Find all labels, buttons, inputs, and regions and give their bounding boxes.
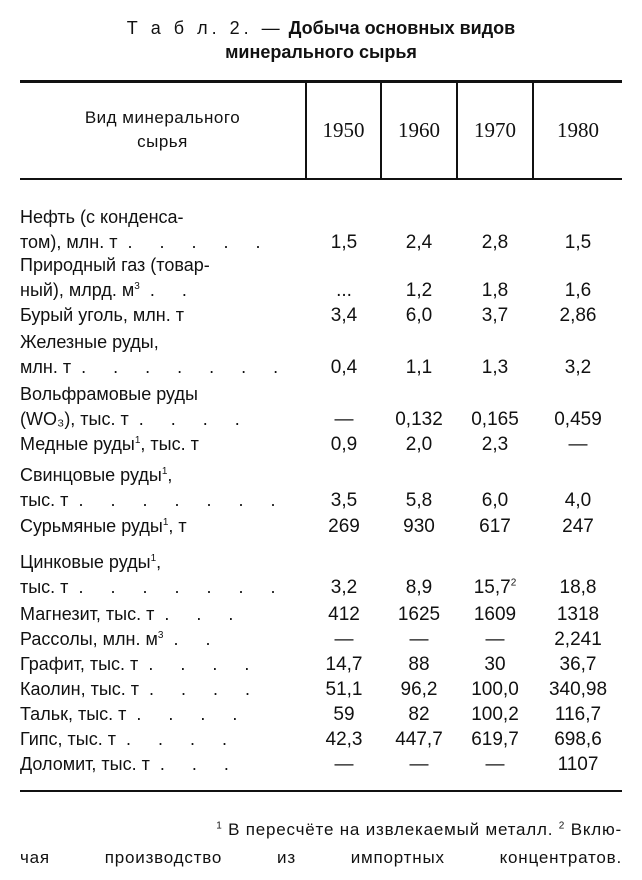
cell-value: 0,132 [395,409,443,430]
cell-1950 [308,652,380,677]
cell-value: 1107 [557,754,599,775]
row-label-line-2 [20,627,305,652]
row-label-text: , [167,465,173,485]
cell-1970 [458,575,532,600]
cell-1960 [382,488,456,513]
cell-value: 1318 [556,604,600,625]
footnote-1-text: В пересчёте на извлекаемый металл. [228,820,554,839]
cell-1950 [308,514,380,539]
row-label [20,752,305,777]
cell-value: 2,4 [405,232,433,253]
row-label [20,253,305,303]
cell-1950 [308,278,380,303]
row-label-text: Графит, тыс. т [20,654,139,674]
cell-1950 [308,488,380,513]
cell-1970 [458,278,532,303]
row-label-text: Железные руды, [20,332,159,352]
cell-1980 [534,303,622,328]
row-label [20,205,305,255]
row-label-text: Свинцовые руды [20,465,162,485]
cell-value: 1,2 [405,280,433,301]
cell-value: 36,7 [559,654,597,675]
header-kind-line-1: Вид минерального [84,108,241,127]
cell-value: — [568,434,588,455]
row-label-line-2 [20,514,305,539]
footnote-mark: 1 [161,466,168,477]
footnote-mark: 1 [150,553,157,564]
cell-value: 1625 [397,604,441,625]
cell-1950 [308,702,380,727]
cell-value: 100,2 [471,704,519,725]
cell-value: 0,459 [554,409,602,430]
cell-1970 [458,488,532,513]
row-label-text: Цинковые руды [20,552,151,572]
cell-value: 3,2 [564,357,592,378]
row-label [20,330,305,380]
cell-value: 82 [408,704,430,725]
row-label-text: Магнезит, тыс. т [20,604,155,624]
leader-dots: . . . . . . . [81,357,290,377]
cell-1980 [534,575,622,600]
row-label-line-2 [20,432,305,457]
cell-value: 18,8 [559,577,597,598]
cell-value: 96,2 [400,679,438,700]
row-label-text: Гипс, тыс. т [20,729,116,749]
cell-value: 2,3 [481,434,509,455]
cell-1980 [534,702,622,727]
cell-value: 15,7 [473,577,511,598]
cell-value: 2,86 [559,305,597,326]
footnote-mark: 1 [134,435,141,446]
footnote-mark: 3 [134,281,140,292]
cell-1960 [382,432,456,457]
cell-1980 [534,230,622,255]
cell-value: 3,5 [330,490,358,511]
row-label-text: (WO₃), тыс. т [20,409,129,429]
cell-value: 1,8 [481,280,509,301]
row-label-text: , тыс. т [140,434,199,454]
cell-1980 [534,602,622,627]
row-label-text: тыс. т [20,490,69,510]
cell-1970 [458,432,532,457]
row-label-line-2 [20,575,305,600]
table-caption [0,16,642,64]
header-kind-line-2: сырья [137,132,188,151]
cell-value: 930 [403,516,435,537]
cell-1960 [382,575,456,600]
header-year-1980: 1980 [557,117,599,142]
row-label [20,677,305,702]
cell-1970 [458,355,532,380]
cell-value: 269 [328,516,360,537]
leader-dots: . . . . [138,409,251,429]
row-label [20,382,305,432]
cell-value: 1,6 [564,280,592,301]
cell-value: 4,0 [564,490,592,511]
row-label-text: Вольфрамовые руды [20,384,198,404]
cell-value: 116,7 [554,704,602,725]
footnote-2-text-end: чая производство из импортных концентратов. [20,848,622,867]
cell-1960 [382,677,456,702]
cell-1980 [534,652,622,677]
cell-1960 [382,602,456,627]
caption-title-part-2: минерального сырья [225,42,417,62]
row-label [20,602,305,627]
cell-value: 1,3 [481,357,509,378]
cell-value: 51,1 [325,679,363,700]
cell-1980 [534,432,622,457]
cell-value: — [409,754,429,775]
row-label-line-2 [20,702,305,727]
cell-value: 59 [333,704,355,725]
cell-1980 [534,752,622,777]
cell-value: 6,0 [481,490,509,511]
cell-1980 [534,278,622,303]
row-label-line-2 [20,278,305,303]
leader-dots: . . . . . . . [78,577,287,597]
cell-value: — [334,409,354,430]
cell-1950 [308,407,380,432]
row-label-line-1 [20,330,305,355]
cell-value: 8,9 [405,577,433,598]
footnote-rule [20,790,622,792]
cell-1960 [382,627,456,652]
cell-1950 [308,727,380,752]
cell-value: 340,98 [548,679,608,700]
leader-dots: . . . . [136,704,249,724]
cell-1970 [458,407,532,432]
row-label-text: , т [168,516,187,536]
cell-value: 0,165 [471,409,519,430]
cell-1950 [308,303,380,328]
cell-value: 3,7 [481,305,509,326]
header-year-1960: 1960 [398,117,440,142]
row-label-text: Бурый уголь, млн. т [20,305,184,325]
cell-1980 [534,355,622,380]
cell-1980 [534,627,622,652]
cell-value: 30 [484,654,506,675]
cell-1950 [308,627,380,652]
footnote-line-1 [20,816,622,844]
cell-1950 [308,677,380,702]
leader-dots: . . . . [125,729,238,749]
cell-1970 [458,627,532,652]
cell-1960 [382,752,456,777]
cell-1960 [382,514,456,539]
cell-1970 [458,752,532,777]
leader-dots: . . . . . . . [78,490,287,510]
row-label-line-2 [20,488,305,513]
row-label-line-1 [20,253,305,278]
row-label-text: Сурьмяные руды [20,516,163,536]
row-label-text: Рассолы, млн. м [20,629,158,649]
cell-value: 0,9 [330,434,358,455]
cell-value: 447,7 [395,729,443,750]
cell-value: 1,5 [564,232,592,253]
cell-value: 1,5 [330,232,358,253]
row-label-line-2 [20,677,305,702]
footnote-2-text-start: Вклю- [570,820,622,839]
cell-value: — [485,754,505,775]
cell-value: 2,0 [405,434,433,455]
cell-1960 [382,303,456,328]
row-label-text: тыс. т [20,577,69,597]
cell-1950 [308,355,380,380]
cell-1960 [382,407,456,432]
cell-value: 698,6 [554,729,602,750]
row-label [20,727,305,752]
header-year-1970: 1970 [474,117,516,142]
leader-dots: . . . . [148,654,261,674]
header-year-1950: 1950 [322,117,365,142]
footnote-2-mark: 2 [558,820,566,832]
cell-1960 [382,355,456,380]
row-label-line-2 [20,230,305,255]
leader-dots: . . . . . [127,232,272,252]
cell-value: 88 [408,654,430,675]
cell-1980 [534,677,622,702]
cell-value: 1609 [473,604,517,625]
cell-1950 [308,230,380,255]
row-label-line-1 [20,382,305,407]
row-label-line-2 [20,407,305,432]
row-label-text: , [156,552,162,572]
row-label-line-1 [20,463,305,488]
row-label-text: Медные руды [20,434,135,454]
cell-value: 6,0 [405,305,433,326]
leader-dots: . . [173,629,222,649]
row-label [20,514,305,539]
row-label-line-2 [20,303,305,328]
row-label-line-2 [20,652,305,677]
row-label-text: ный), млрд. м [20,280,135,300]
cell-1970 [458,702,532,727]
row-label-text: Каолин, тыс. т [20,679,140,699]
cell-1950 [308,602,380,627]
row-label [20,432,305,457]
row-label-line-2 [20,602,305,627]
cell-value: 0,4 [330,357,358,378]
row-label-text: Нефть (с конденса- [20,207,184,227]
header-kind-cell [20,82,305,178]
cell-1960 [382,702,456,727]
cell-value: 412 [328,604,360,625]
cell-value: 247 [562,516,594,537]
cell-value: — [485,629,505,650]
row-label-text: том), млн. т [20,232,118,252]
row-label-text: Доломит, тыс. т [20,754,150,774]
cell-1970 [458,230,532,255]
cell-value: 14,7 [325,654,363,675]
cell-value: — [334,754,354,775]
cell-1970 [458,303,532,328]
cell-value: 3,2 [330,577,358,598]
row-label [20,463,305,513]
row-label [20,550,305,600]
cell-1970 [458,727,532,752]
footnote-mark: 3 [157,630,164,641]
cell-1980 [534,407,622,432]
cell-value: 100,0 [471,679,519,700]
cell-1970 [458,652,532,677]
cell-1960 [382,230,456,255]
leader-dots: . . [149,280,198,300]
caption-prefix: Т а б л. 2. — [126,18,284,38]
footnote-mark: 2 [510,577,517,589]
row-label [20,627,305,652]
row-label [20,652,305,677]
cell-value: — [409,629,429,650]
cell-value: 42,3 [325,729,363,750]
cell-value: ... [336,280,352,301]
cell-1960 [382,652,456,677]
row-label-line-2 [20,752,305,777]
cell-value: 5,8 [405,490,433,511]
row-label-line-1 [20,550,305,575]
row-label-line-1 [20,205,305,230]
leader-dots: . . . . [149,679,262,699]
cell-1970 [458,514,532,539]
cell-1970 [458,677,532,702]
caption-title-part-1: Добыча основных видов [288,18,516,38]
cell-1970 [458,602,532,627]
cell-value: 2,241 [554,629,602,650]
cell-value: — [334,629,354,650]
cell-1950 [308,432,380,457]
cell-value: 617 [479,516,511,537]
leader-dots: . . . [164,604,245,624]
cell-value: 1,1 [405,357,433,378]
row-label-text: Тальк, тыс. т [20,704,127,724]
footnote-mark: 1 [162,517,169,528]
cell-1960 [382,278,456,303]
cell-value: 2,8 [481,232,509,253]
row-label-text: Природный газ (товар- [20,255,210,275]
row-label-line-2 [20,355,305,380]
leader-dots: . . . [159,754,240,774]
cell-1950 [308,575,380,600]
cell-1980 [534,514,622,539]
cell-value: 619,7 [471,729,519,750]
row-label [20,303,305,328]
row-label [20,702,305,727]
cell-1960 [382,727,456,752]
cell-1980 [534,727,622,752]
cell-value: 3,4 [330,305,358,326]
caption-line-1 [0,16,642,40]
row-label-line-2 [20,727,305,752]
row-label-text: млн. т [20,357,72,377]
cell-1950 [308,752,380,777]
cell-1980 [534,488,622,513]
footnote-1-mark: 1 [216,820,223,832]
